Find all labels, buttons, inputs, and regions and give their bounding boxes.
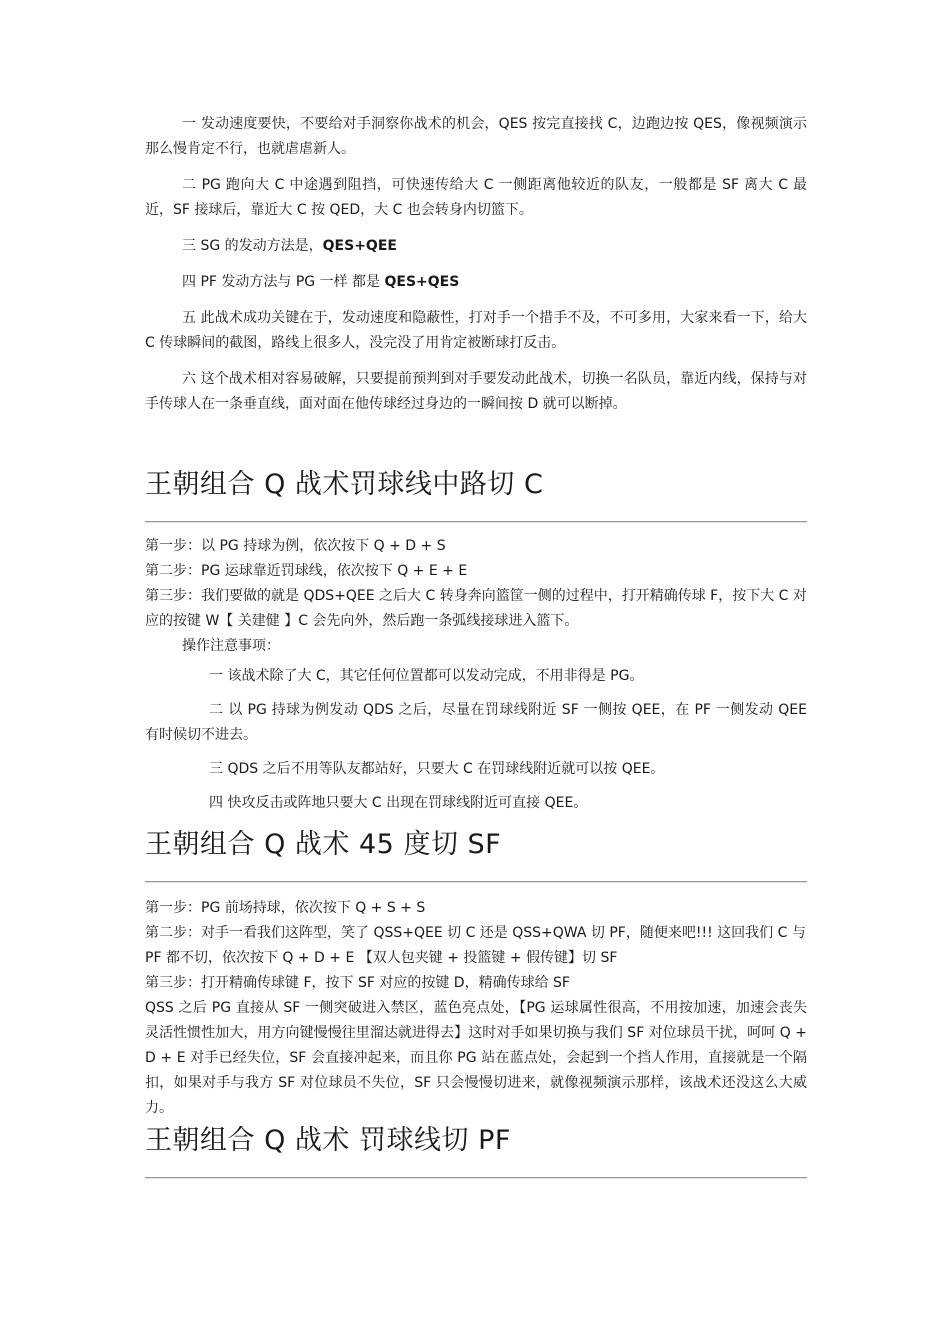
section-3-title: 王朝组合 Q 战术 罚球线切 PF — [145, 1125, 511, 1156]
intro-paragraph-4-bold: QES+QES — [384, 274, 460, 290]
section-2-paragraph: QSS 之后 PG 直接从 SF 一侧突破进入禁区，蓝色亮点处，【PG 运球属性很高，不用按加速，加速会丧失灵活性惯性加大，用方向键慢慢往里溜达就进得去】这时对手如果切换与我们 SF 对位球员干扰，呵呵 Q + D + E 对手已经失位，SF 会直接冲起来，而且你 PG 站在蓝点处，会起到一个挡人作用，直接就是一个隔扣，如果对手与我方 SF 对位球员不失位，SF 只会慢慢切进来，就像视频演示那样，该战术还没这么大威力。 — [145, 1000, 807, 1116]
section-1-step-3: 第三步：我们要做的就是 QDS+QEE 之后大 C 转身奔向篮筐一侧的过程中，打开精确传球 F，按下大 C 对应的按键 W【 关建健 】C 会先向外，然后跑一条弧线接球进入篮下。 — [145, 588, 807, 629]
intro-paragraph-4-text: 四 PF 发动方法与 PG 一样 都是 — [182, 274, 385, 290]
section-1-title: 王朝组合 Q 战术罚球线中路切 C — [145, 469, 544, 500]
section-1-step-2: 第二步：PG 运球靠近罚球线，依次按下 Q + E + E — [145, 563, 468, 579]
section-1-note-1: 一 该战术除了大 C，其它任何位置都可以发动完成，不用非得是 PG。 — [209, 668, 644, 684]
section-1-step-1: 第一步：以 PG 持球为例，依次按下 Q + D + S — [145, 538, 446, 554]
section-2-step-3: 第三步：打开精确传球键 F，按下 SF 对应的按键 D，精确传球给 SF — [145, 975, 570, 991]
section-2-title: 王朝组合 Q 战术 45 度切 SF — [145, 829, 502, 860]
section-2-step-2: 第二步：对手一看我们这阵型，笑了 QSS+QEE 切 C 还是 QSS+QWA 切 PF，随便来吧!!! 这回我们 C 与 PF 都不切，依次按下 Q + D + E 【双人包夹键 + 投篮键 + 假传键】切 SF — [145, 925, 806, 966]
intro-paragraph-5: 五 此战术成功关键在于，发动速度和隐蔽性，打对手一个措手不及，不可多用，大家来看一下，给大 C 传球瞬间的截图，路线上很多人，没完没了用肯定被断球打反击。 — [145, 310, 807, 351]
intro-paragraph-3-bold: QES+QEE — [322, 238, 397, 254]
section-1-note-3: 三 QDS 之后不用等队友都站好，只要大 C 在罚球线附近就可以按 QEE。 — [209, 761, 665, 777]
document-page — [145, 112, 807, 1178]
intro-paragraph-3 — [145, 234, 807, 259]
intro-paragraph-4 — [145, 270, 807, 295]
section-1-note-4: 四 快攻反击或阵地只要大 C 出现在罚球线附近可直接 QEE。 — [209, 795, 588, 811]
intro-paragraph-6: 六 这个战术相对容易破解，只要提前预判到对手要发动此战术，切换一名队员，靠近内线，保持与对手传球人在一条垂直线，面对面在他传球经过身边的一瞬间按 D 就可以断掉。 — [145, 371, 807, 412]
section-1-notes-heading: 操作注意事项： — [182, 638, 280, 654]
section-3-divider — [145, 1177, 807, 1178]
intro-paragraph-1: 一 发动速度要快，不要给对手洞察你战术的机会，QES 按完直接找 C，边跑边按 QES，像视频演示那么慢肯定不行，也就虐虐新人。 — [145, 116, 807, 157]
intro-paragraph-2: 二 PG 跑向大 C 中途遇到阻挡，可快速传给大 C 一侧距离他较近的队友，一般都是 SF 离大 C 最近，SF 接球后，靠近大 C 按 QED，大 C 也会转身内切篮下。 — [145, 177, 807, 218]
intro-paragraph-3-text: 三 SG 的发动方法是， — [182, 238, 323, 254]
section-2-step-1: 第一步：PG 前场持球，依次按下 Q + S + S — [145, 900, 426, 916]
section-1-note-2: 二 以 PG 持球为例发动 QDS 之后，尽量在罚球线附近 SF 一侧按 QEE，在 PF 一侧发动 QEE 有时候切不进去。 — [145, 702, 807, 743]
